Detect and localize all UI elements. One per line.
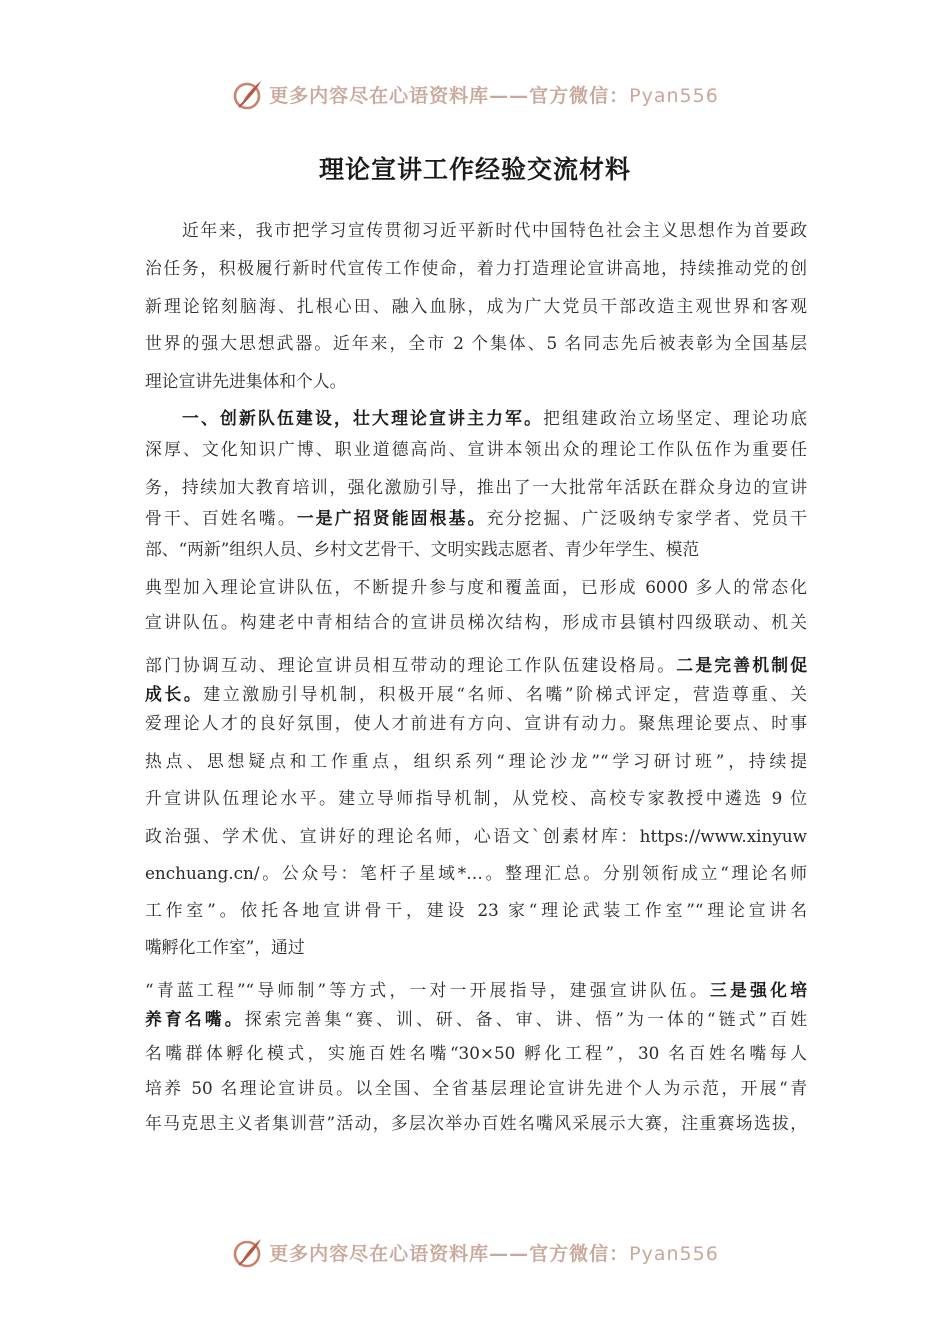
- subheading-3: 三是强化培: [710, 980, 807, 1000]
- body-line: 养育名嘴。探索完善集“赛、训、研、备、审、讲、悟”为一体的“链式”百姓: [145, 1009, 807, 1029]
- body-line: “青蓝工程”“导师制”等方式，一对一开展指导，建强宣讲队伍。三是强化培: [145, 980, 807, 1000]
- section-heading-1: 一、创新队伍建设，壮大理论宣讲主力军。: [182, 408, 544, 428]
- feather-logo-icon: [231, 1235, 265, 1269]
- document-title: 理论宣讲工作经验交流材料: [318, 155, 631, 184]
- body-line: 一、创新队伍建设，壮大理论宣讲主力军。把组建政治立场坚定、理论功底: [182, 408, 807, 428]
- body-line: 升宣讲队伍理论水平。建立导师指导机制，从党校、高校专家教授中遴选 9 位: [145, 788, 807, 808]
- feather-logo-icon: [231, 77, 265, 111]
- body-line: 工作室”。依托各地宣讲骨干，建设 23 家“理论武装工作室”“理论宣讲名: [145, 900, 807, 920]
- body-line: 治任务，积极履行新时代宣传工作使命，着力打造理论宣讲高地，持续推动党的创: [145, 258, 807, 278]
- body-line: 深厚、文化知识广博、职业道德高尚、宣讲本领出众的理论工作队伍作为重要任: [145, 439, 807, 459]
- body-line: 宣讲队伍。构建老中青相结合的宣讲员梯次结构，形成市县镇村四级联动、机关: [145, 612, 807, 632]
- body-line: 爱理论人才的良好氛围，使人才前进有方向、宣讲有动力。聚焦理论要点、时事: [145, 713, 807, 733]
- body-line: 世界的强大思想武器。近年来，全市 2 个集体、5 名同志先后被表彰为全国基层: [145, 333, 807, 353]
- watermark-text: 更多内容尽在心语资料库——官方微信：Pyan556: [269, 1242, 719, 1265]
- body-line: 务，持续加大教育培训，强化激励引导，推出了一大批常年活跃在群众身边的宣讲: [145, 477, 807, 497]
- body-line: 培养 50 名理论宣讲员。以全国、全省基层理论宣讲先进个人为示范，开展“青: [145, 1078, 807, 1098]
- body-line: 典型加入理论宣讲队伍，不断提升参与度和覆盖面，已形成 6000 多人的常态化: [145, 577, 807, 597]
- body-line: 政治强、学术优、宣讲好的理论名师，心语文`创素材库：https://www.xinyuw: [145, 826, 807, 846]
- body-line: 热点、思想疑点和工作重点，组织系列“理论沙龙”“学习研讨班”，持续提: [145, 751, 807, 771]
- body-line: 成长。建立激励引导机制，积极开展“名师、名嘴”阶梯式评定，营造尊重、关: [145, 684, 807, 704]
- body-line: 理论宣讲先进集体和个人。: [145, 371, 347, 391]
- body-line: 骨干、百姓名嘴。一是广招贤能固根基。充分挖掘、广泛吸纳专家学者、党员干: [145, 508, 807, 528]
- body-line: 部门协调互动、理论宣讲员相互带动的理论工作队伍建设格局。二是完善机制促: [145, 655, 807, 675]
- body-line: 部、“两新”组织人员、乡村文艺骨干、文明实践志愿者、青少年学生、模范: [145, 539, 700, 559]
- body-line: 年马克思主义者集训营”活动，多层次举办百姓名嘴风采展示大赛，注重赛场选拔，: [145, 1113, 807, 1133]
- watermark-banner-bottom: [0, 1232, 950, 1272]
- body-line: 嘴孵化工作室”，通过: [145, 937, 305, 957]
- subheading-2: 二是完善机制促: [676, 655, 807, 675]
- body-line: 近年来，我市把学习宣传贯彻习近平新时代中国特色社会主义思想作为首要政: [182, 220, 807, 240]
- watermark-text: 更多内容尽在心语资料库——官方微信：Pyan556: [269, 84, 719, 107]
- body-line: 名嘴群体孵化模式，实施百姓名嘴“30×50 孵化工程”，30 名百姓名嘴每人: [145, 1043, 807, 1063]
- body-line: 新理论铭刻脑海、扎根心田、融入血脉，成为广大党员干部改造主观世界和客观: [145, 296, 807, 316]
- body-line: enchuang.cn/。公众号：笔杆子星域*…。整理汇总。分别领衔成立“理论名师: [145, 863, 807, 883]
- watermark-banner-top: [0, 74, 950, 114]
- subheading-1: 一是广招贤能固根基。: [296, 508, 487, 528]
